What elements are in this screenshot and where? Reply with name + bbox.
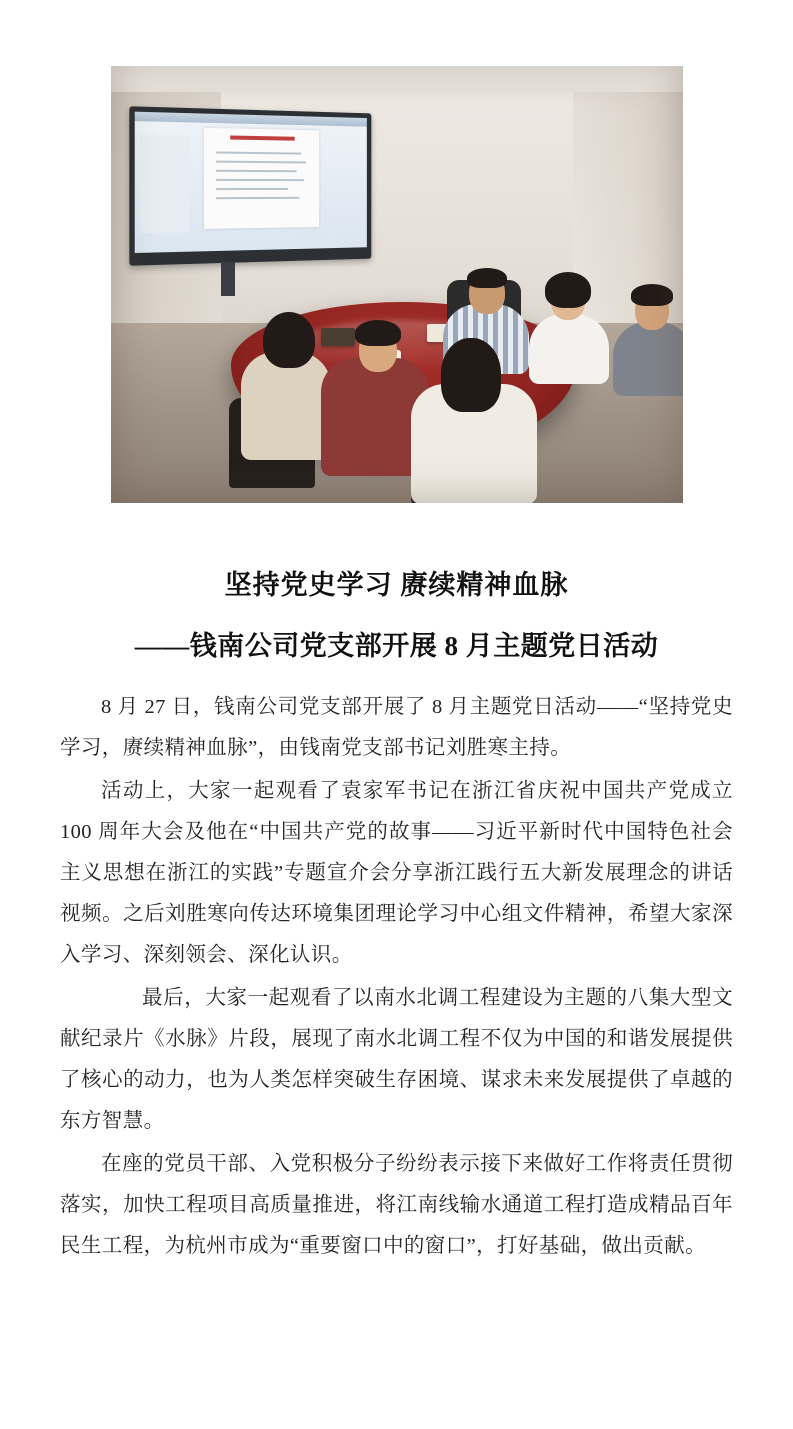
paragraph: 在座的党员干部、入党积极分子纷纷表示接下来做好工作将责任贯彻落实，加快工程项目高质量推进，将江南线输水通道工程打造成精品百年民生工程，为杭州市成为“重要窗口中的窗口”，打好基础，做出贡献。: [60, 1153, 733, 1257]
screen-document: [204, 127, 319, 229]
paragraph: 8 月 27 日，钱南公司党支部开展了 8 月主题党日活动——“坚持党史学习，赓续精神血脉”，由钱南党支部书记刘胜寒主持。: [60, 696, 733, 759]
presentation-screen: [129, 106, 371, 265]
article-photo-container: [111, 66, 683, 503]
photo-ceiling: [111, 66, 683, 92]
meeting-room-photo: [111, 66, 683, 503]
screen-stand: [221, 262, 235, 296]
article-body: [60, 687, 733, 1267]
page-subtitle: ——钱南公司党支部开展 8 月主题党日活动: [134, 631, 659, 661]
article-title-block: [60, 563, 733, 663]
paragraph: 活动上，大家一起观看了袁家军书记在浙江省庆祝中国共产党成立 100 周年大会及他在“中国共产党的故事——习近平新时代中国特色社会主义思想在浙江的实践”专题宣介会分享浙江践行五大新发展理念的讲话视频。之后刘胜寒向传达环境集团理论学习中心组文件精神，希望大家深入学习、深刻领会、深化认识。: [60, 780, 733, 966]
page-title: 坚持党史学习 赓续精神血脉: [224, 570, 569, 600]
notebook: [321, 328, 355, 346]
screen-content: [134, 112, 366, 253]
paragraph: 最后，大家一起观看了以南水北调工程建设为主题的八集大型文献纪录片《水脉》片段，展现了南水北调工程不仅为中国的和谐发展提供了核心的动力，也为人类怎样突破生存困境、谋求未来发展提供了卓越的东方智慧。: [60, 987, 733, 1132]
screen-document-title: [230, 136, 295, 141]
screen-sidebar: [139, 134, 189, 233]
screen-toolbar: [134, 112, 366, 127]
